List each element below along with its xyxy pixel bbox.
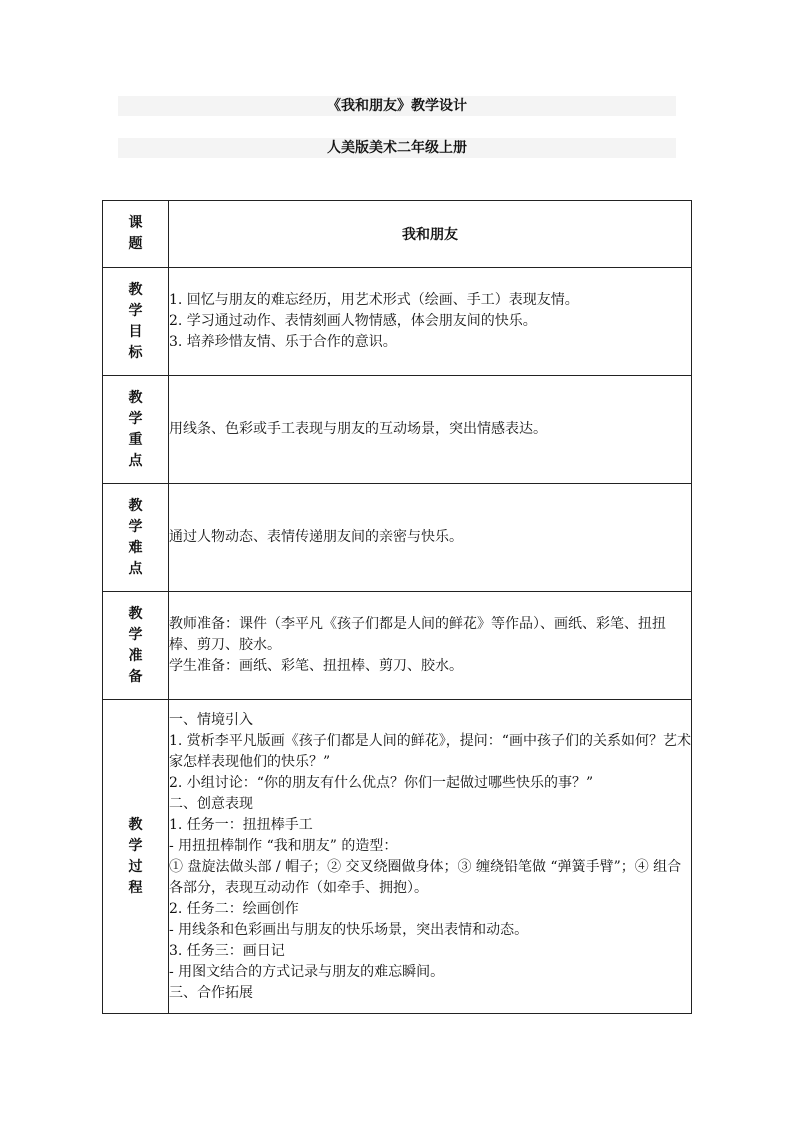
objective-item: 1. 回忆与朋友的难忘经历，用艺术形式（绘画、手工）表现友情。 <box>169 292 579 308</box>
process-item: - 用扭扭棒制作 “我和朋友” 的造型： <box>169 837 398 854</box>
lesson-plan-table <box>102 200 692 1014</box>
row-difficulties <box>103 484 692 592</box>
objective-item: 2. 学习通过动作、表情刻画人物情感，体会朋友间的快乐。 <box>169 313 537 329</box>
teacher-preparation: 教师准备：课件（李平凡《孩子们都是人间的鲜花》等作品）、画纸、彩笔、扭扭棒、剪刀、胶水。 <box>169 616 666 653</box>
label-objectives: 教 学 目 标 <box>103 268 169 376</box>
process-item: ① 盘旋法做头部 / 帽子；② 交叉绕圈做身体；③ 缠绕铅笔做 “弹簧手臂”；④ 组合各部分，表现互动动作（如牵手、拥抱）。 <box>169 858 682 896</box>
row-objectives <box>103 268 692 376</box>
label-topic: 课 题 <box>103 201 169 268</box>
row-process <box>103 700 692 1014</box>
process-item: - 用图文结合的方式记录与朋友的难忘瞬间。 <box>169 963 445 980</box>
process-item: 1. 赏析李平凡版画《孩子们都是人间的鲜花》，提问：“画中孩子们的关系如何？艺术家怎样表现他们的快乐？” <box>169 732 691 770</box>
section-heading: 一、情境引入 <box>169 711 253 728</box>
process-item: 2. 小组讨论：“你的朋友有什么优点？你们一起做过哪些快乐的事？” <box>169 774 594 791</box>
objective-item: 3. 培养珍惜友情、乐于合作的意识。 <box>169 334 397 350</box>
label-difficulties: 教 学 难 点 <box>103 484 169 592</box>
label-preparation: 教 学 准 备 <box>103 592 169 700</box>
preparation-content <box>169 592 692 700</box>
document-title: 《我和朋友》教学设计 <box>118 96 676 116</box>
topic-value: 我和朋友 <box>169 201 692 268</box>
objectives-content <box>169 268 692 376</box>
row-topic <box>103 201 692 268</box>
process-item: - 用线条和色彩画出与朋友的快乐场景，突出表情和动态。 <box>169 921 529 938</box>
process-item: 1. 任务一：扭扭棒手工 <box>169 816 313 833</box>
difficulties-content: 通过人物动态、表情传递朋友间的亲密与快乐。 <box>169 484 692 592</box>
process-content <box>169 700 692 1014</box>
key-points-content: 用线条、色彩或手工表现与朋友的互动场景，突出情感表达。 <box>169 376 692 484</box>
document-subtitle: 人美版美术二年级上册 <box>118 138 676 158</box>
process-item: 3. 任务三：画日记 <box>169 942 285 959</box>
label-key-points: 教 学 重 点 <box>103 376 169 484</box>
row-preparation <box>103 592 692 700</box>
label-process: 教 学 过 程 <box>103 700 169 1014</box>
student-preparation: 学生准备：画纸、彩笔、扭扭棒、剪刀、胶水。 <box>169 658 463 674</box>
row-key-points <box>103 376 692 484</box>
section-heading: 二、创意表现 <box>169 795 253 812</box>
section-heading: 三、合作拓展 <box>169 984 253 1001</box>
process-item: 2. 任务二：绘画创作 <box>169 900 299 917</box>
